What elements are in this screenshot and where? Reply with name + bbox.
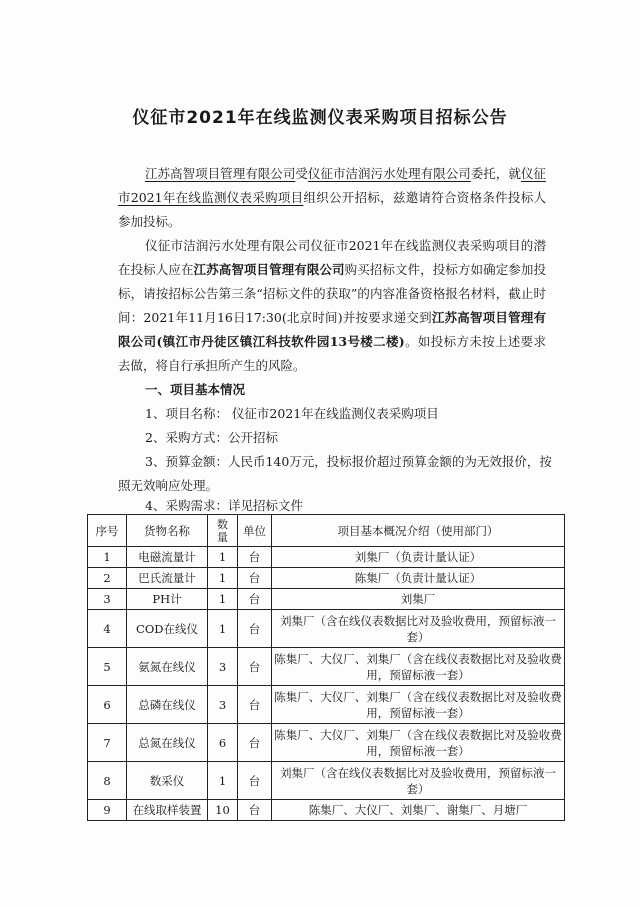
bidding-text-3: 。如投标方未按上述要求去做，将自行承担所产生的风险。 (118, 334, 546, 373)
item-project-name: 1、项目名称： 仪征市2021年在线监测仪表采购项目 (145, 406, 439, 421)
cell-no: 6 (88, 686, 127, 724)
client-name: 仪征市洁润污水处理有限公司 (307, 166, 471, 181)
cell-name: 在线取样装置 (127, 800, 208, 821)
cell-desc: 刘集厂（含在线仪表数据比对及验收费用，预留标液一套） (272, 610, 565, 648)
bidding-text-1: 仪征市洁润污水处理有限公司仪征市2021年在线监测仪表采购项目的潜在投标人应在 (118, 238, 546, 277)
cell-name: PH计 (127, 589, 208, 610)
cell-unit: 台 (238, 589, 272, 610)
cell-desc: 刘集厂 (272, 589, 565, 610)
cell-name: 电磁流量计 (127, 547, 208, 568)
cell-unit: 台 (238, 686, 272, 724)
table-row (88, 800, 565, 821)
cell-no: 8 (88, 762, 127, 800)
cell-unit: 台 (238, 610, 272, 648)
cell-unit: 台 (238, 568, 272, 589)
cell-unit: 台 (238, 648, 272, 686)
cell-desc: 刘集厂（负责计量认证） (272, 547, 565, 568)
cell-no: 2 (88, 568, 127, 589)
cell-desc: 陈集厂、大仪厂、刘集厂（含在线仪表数据比对及验收费用，预留标液一套） (272, 686, 565, 724)
item-method: 2、采购方式：公开招标 (145, 430, 278, 445)
project-name: 仪征市2021年在线监测仪表采购项目 (118, 166, 546, 205)
intro-text-1: 受 (295, 166, 308, 181)
header-name: 货物名称 (127, 515, 208, 547)
cell-name: 巴氏流量计 (127, 568, 208, 589)
table-header-row (88, 515, 565, 547)
header-unit: 单位 (238, 515, 272, 547)
procurement-table (87, 514, 565, 821)
intro-paragraph (118, 162, 546, 234)
cell-no: 9 (88, 800, 127, 821)
cell-qty: 1 (208, 610, 238, 648)
header-desc: 项目基本概况介绍（使用部门） (272, 515, 565, 547)
cell-name: 氨氮在线仪 (127, 648, 208, 686)
item-budget-continued: 照无效响应处理。 (118, 478, 219, 493)
agent-address-bold: 江苏高智项目管理有限公司(镇江市丹徒区镇江科技软件园13号楼二楼) (118, 310, 546, 349)
table-row (88, 724, 565, 762)
cell-qty: 10 (208, 800, 238, 821)
table-row (88, 686, 565, 724)
cell-name: COD在线仪 (127, 610, 208, 648)
table-row (88, 762, 565, 800)
cell-unit: 台 (238, 547, 272, 568)
cell-desc: 刘集厂（含在线仪表数据比对及验收费用，预留标液一套） (272, 762, 565, 800)
agent-name-bold: 江苏高智项目管理有限公司 (193, 262, 345, 277)
cell-no: 3 (88, 589, 127, 610)
cell-no: 1 (88, 547, 127, 568)
cell-name: 数采仪 (127, 762, 208, 800)
intro-text-3: 组织公开招标，兹邀请符合资格条件投标人参加投标。 (118, 190, 546, 229)
cell-name: 总磷在线仪 (127, 686, 208, 724)
table-row (88, 568, 565, 589)
cell-desc: 陈集厂、大仪厂、刘集厂、谢集厂、月塘厂 (272, 800, 565, 821)
cell-qty: 1 (208, 762, 238, 800)
table-row (88, 589, 565, 610)
cell-qty: 1 (208, 547, 238, 568)
cell-qty: 1 (208, 568, 238, 589)
cell-qty: 3 (208, 686, 238, 724)
header-no: 序号 (88, 515, 127, 547)
header-qty (208, 515, 238, 547)
cell-qty: 3 (208, 648, 238, 686)
cell-qty: 6 (208, 724, 238, 762)
agent-name: 江苏高智项目管理有限公司 (145, 166, 296, 181)
item-needs: 4、采购需求：详见招标文件 (145, 498, 303, 513)
cell-unit: 台 (238, 724, 272, 762)
cell-qty: 1 (208, 589, 238, 610)
cell-no: 5 (88, 648, 127, 686)
header-qty-label: 数量 (217, 517, 228, 544)
cell-no: 4 (88, 610, 127, 648)
cell-no: 7 (88, 724, 127, 762)
document-title: 仪征市2021年在线监测仪表采购项目招标公告 (132, 108, 508, 128)
cell-unit: 台 (238, 800, 272, 821)
cell-unit: 台 (238, 762, 272, 800)
table-row (88, 610, 565, 648)
table-row (88, 648, 565, 686)
cell-desc: 陈集厂、大仪厂、刘集厂（含在线仪表数据比对及验收费用，预留标液一套） (272, 648, 565, 686)
cell-desc: 陈集厂（负责计量认证） (272, 568, 565, 589)
bidding-text-2: 购买招标文件，投标方如确定参加投标，请按招标公告第三条“招标文件的获取”的内容准备资格报名材料，截止时间：2021年11月16日17:30(北京时间)并按要求递交到 (118, 262, 546, 325)
cell-name: 总氮在线仪 (127, 724, 208, 762)
item-budget: 3、预算金额：人民币140万元，投标报价超过预算金额的为无效报价，按 (145, 454, 552, 469)
section-heading: 一、项目基本情况 (145, 382, 246, 397)
bidding-paragraph (118, 234, 546, 378)
cell-desc: 陈集厂、大仪厂、刘集厂（含在线仪表数据比对及验收费用，预留标液一套） (272, 724, 565, 762)
table-row (88, 547, 565, 568)
intro-text-2: 委托，就 (470, 166, 521, 181)
